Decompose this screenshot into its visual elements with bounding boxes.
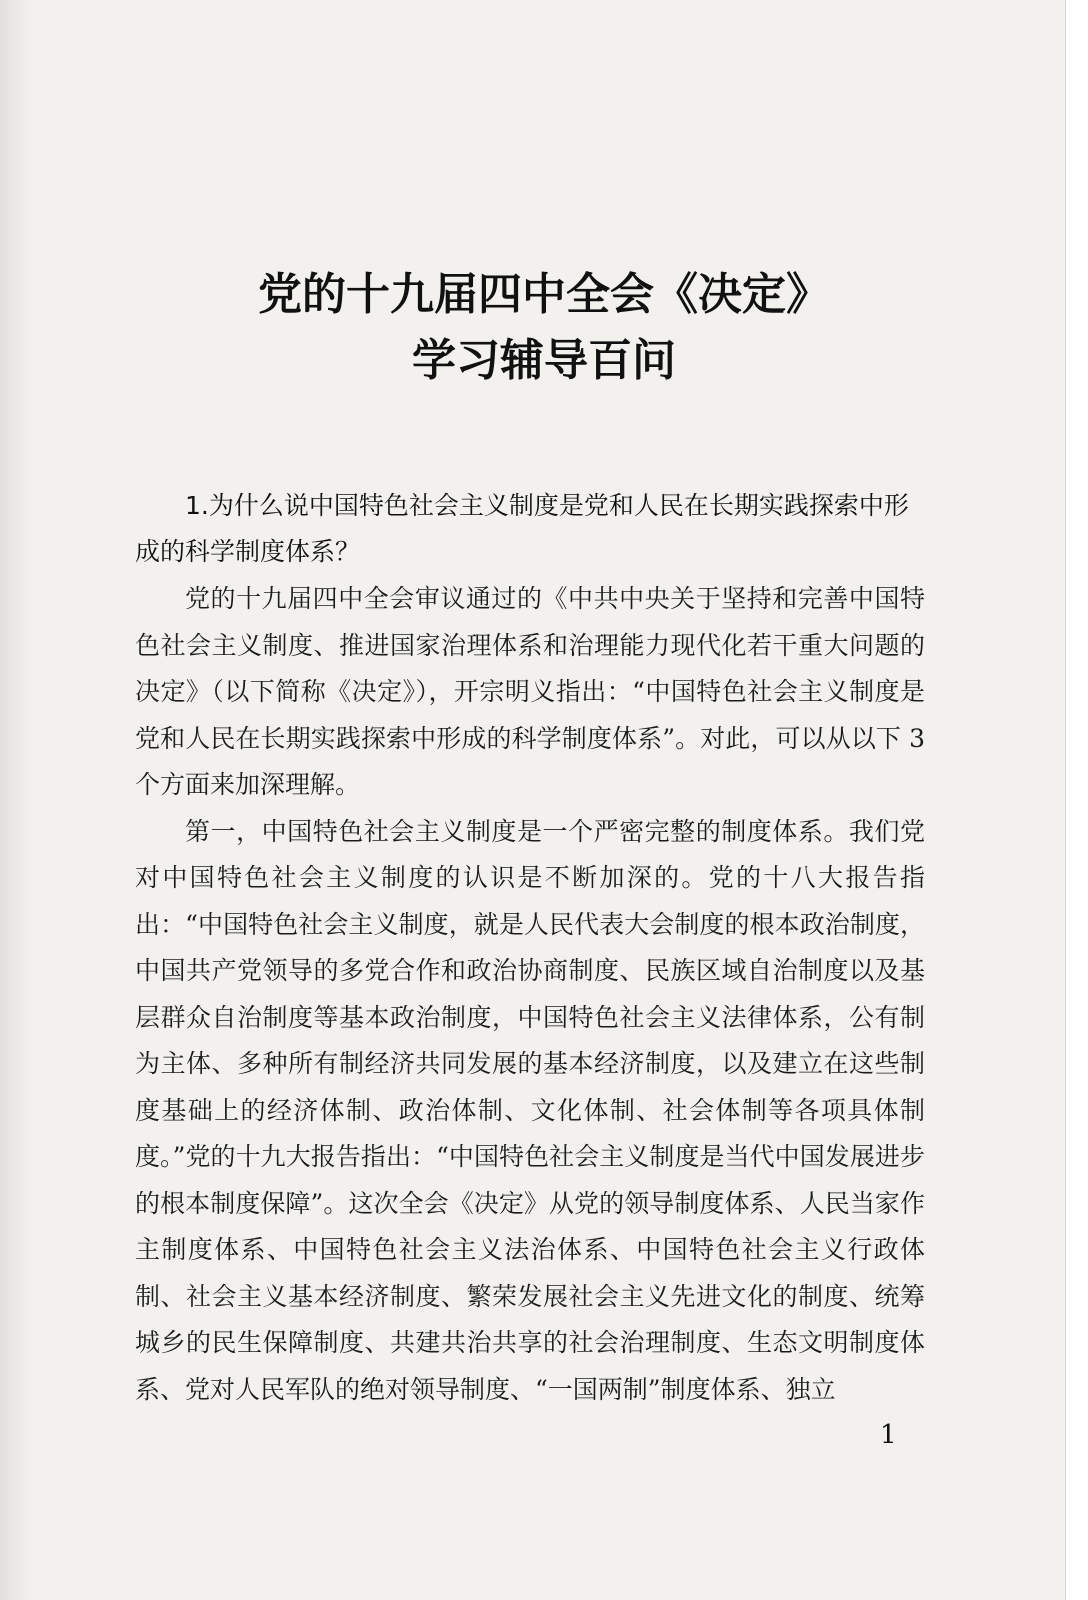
body-paragraph-1: 党的十九届四中全会审议通过的《中共中央关于坚持和完善中国特色社会主义制度、推进国家治理体系和治理能力现代化若干重大问题的决定》（以下简称《决定》），开宗明义指出：“中国特色社会主义制度是党和人民在长期实践探索中形成的科学制度体系”。对此，可以从以下 3 个方面来加深理解。 [135, 584, 925, 799]
document-body [135, 576, 925, 1413]
body-paragraph-2: 第一，中国特色社会主义制度是一个严密完整的制度体系。我们党对中国特色社会主义制度的认识是不断加深的。党的十八大报告指出：“中国特色社会主义制度，就是人民代表大会制度的根本政治制度，中国共产党领导的多党合作和政治协商制度、民族区域自治制度以及基层群众自治制度等基本政治制度，中国特色社会主义法律体系，公有制为主体、多种所有制经济共同发展的基本经济制度，以及建立在这些制度基础上的经济体制、政治体制、文化体制、社会体制等各项具体制度。”党的十九大报告指出：“中国特色社会主义制度是当代中国发展进步的根本制度保障”。这次全会《决定》从党的领导制度体系、人民当家作主制度体系、中国特色社会主义法治体系、中国特色社会主义行政体制、社会主义基本经济制度、繁荣发展社会主义先进文化的制度、统筹城乡的民生保障制度、共建共治共享的社会治理制度、生态文明制度体系、党对人民军队的绝对领导制度、“一国两制”制度体系、独立 [135, 816, 925, 1404]
question-heading: 1.为什么说中国特色社会主义制度是党和人民在长期实践探索中形成的科学制度体系？ [135, 491, 909, 566]
page-spine-shadow [0, 0, 30, 1600]
page-number: 1 [880, 1420, 897, 1450]
page-right-margin [1065, 0, 1088, 1600]
document-title [0, 262, 1088, 394]
title-line-2: 学习辅导百问 [412, 335, 676, 386]
title-line-1: 党的十九届四中全会《决定》 [258, 269, 830, 320]
